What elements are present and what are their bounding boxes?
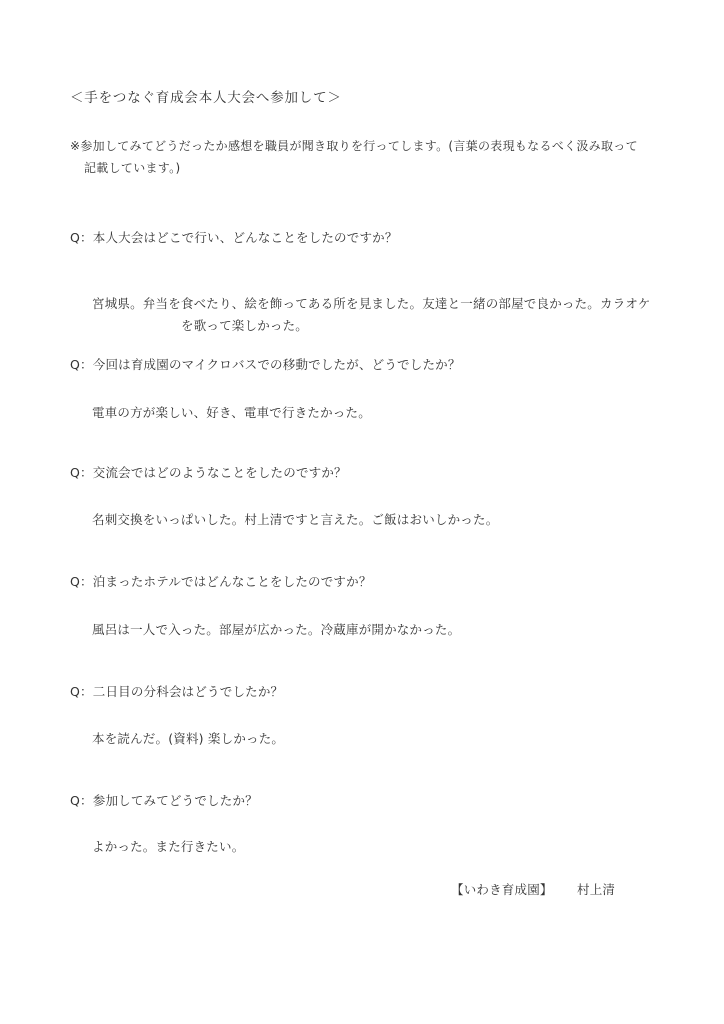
note-line-2: 記載しています。)	[84, 161, 181, 175]
answer-1-line-1: 宮城県。弁当を食べたり、絵を飾ってある所を見ました。友達と一緒の部屋で良かった。カラオケ	[92, 296, 651, 311]
question-3: Q：交流会ではどのようなことをしたのですか？	[70, 465, 347, 480]
answer-2: 電車の方が楽しい、好き、電車で行きたかった。	[92, 405, 371, 420]
question-2: Q：今回は育成園のマイクロバスでの移動でしたが、どうでしたか？	[70, 357, 461, 372]
signature-name: 村上清	[577, 882, 616, 897]
answer-6: よかった。また行きたい。	[92, 839, 245, 854]
question-6: Q：参加してみてどうでしたか？	[70, 793, 258, 808]
signature-organization: 【いわき育成園】	[451, 882, 553, 897]
answer-4: 風呂は一人で入った。部屋が広かった。冷蔵庫が開かなかった。	[92, 622, 461, 637]
document-title: ＜手をつなぐ育成会本人大会へ参加して＞	[70, 90, 342, 106]
answer-3: 名刺交換をいっぱいした。村上清ですと言えた。ご飯はおいしかった。	[92, 512, 499, 527]
answer-5: 本を読んだ。(資料) 楽しかった。	[92, 731, 285, 746]
question-5: Q：二日目の分科会はどうでしたか？	[70, 684, 284, 699]
question-4: Q：泊まったホテルではどんなことをしたのですか？	[70, 574, 372, 589]
question-1: Q：本人大会はどこで行い、どんなことをしたのですか？	[70, 230, 398, 245]
answer-1-line-2: を歌って楽しかった。	[181, 318, 309, 333]
note-line-1: ※参加してみてどうだったか感想を職員が聞き取りを行ってします。(言葉の表現もなるべく汲み取って	[70, 139, 638, 153]
